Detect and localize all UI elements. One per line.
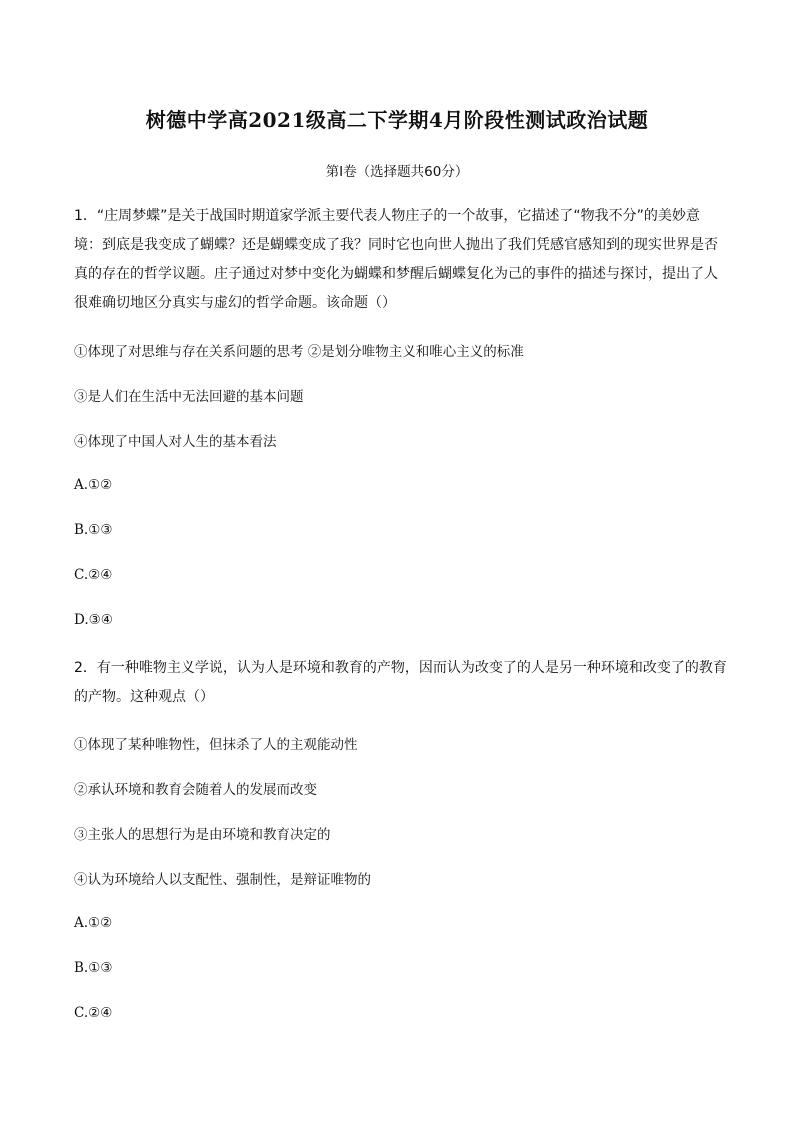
question-2-stem-line: 的产物。这种观点（） <box>74 689 214 705</box>
question-1-stem-line: 境：到底是我变成了蝴蝶？还是蝴蝶变成了我？同时它也向世人抛出了我们凭感官感知到的现实世界是否 <box>74 237 718 253</box>
question-2-statement: ②承认环境和教育会随着人的发展而改变 <box>74 782 317 798</box>
question-1-choice-d: D.③④ <box>74 612 113 628</box>
question-2-statement: ③主张人的思想行为是由环境和教育决定的 <box>74 827 331 843</box>
question-2-statement: ④认为环境给人以支配性、强制性，是辩证唯物的 <box>74 872 371 888</box>
question-1-stem-line: 很难确切地区分真实与虚幻的哲学命题。该命题（） <box>74 295 396 311</box>
question-1-stem-line: 1．“庄周梦蝶”是关于战国时期道家学派主要代表人物庄子的一个故事，它描述了“物我不分”的美妙意 <box>74 208 700 224</box>
question-2-choice-a: A.①② <box>74 915 113 931</box>
question-1-stem-line: 真的存在的哲学议题。庄子通过对梦中变化为蝴蝶和梦醒后蝴蝶复化为己的事件的描述与探讨，提出了人 <box>74 266 718 282</box>
section-heading: 第Ⅰ卷（选择题共60分） <box>325 164 469 180</box>
exam-title: 树德中学高2021级高二下学期4月阶段性测试政治试题 <box>145 108 649 132</box>
question-1-choice-a: A.①② <box>74 477 113 493</box>
question-1-statement: ④体现了中国人对人生的基本看法 <box>74 434 277 450</box>
question-2-choice-b: B.①③ <box>74 960 113 976</box>
question-2-choice-c: C.②④ <box>74 1005 113 1021</box>
question-2-stem-line: 2．有一种唯物主义学说，认为人是环境和教育的产物，因而认为改变了的人是另一种环境和改变了的教育 <box>74 660 727 676</box>
question-1-choice-b: B.①③ <box>74 522 113 538</box>
question-2-statement: ①体现了某种唯物性，但抹杀了人的主观能动性 <box>74 737 358 753</box>
question-1-statement: ③是人们在生活中无法回避的基本问题 <box>74 389 304 405</box>
question-1-statement: ①体现了对思维与存在关系问题的思考 ②是划分唯物主义和唯心主义的标准 <box>74 344 524 360</box>
question-1-choice-c: C.②④ <box>74 567 113 583</box>
